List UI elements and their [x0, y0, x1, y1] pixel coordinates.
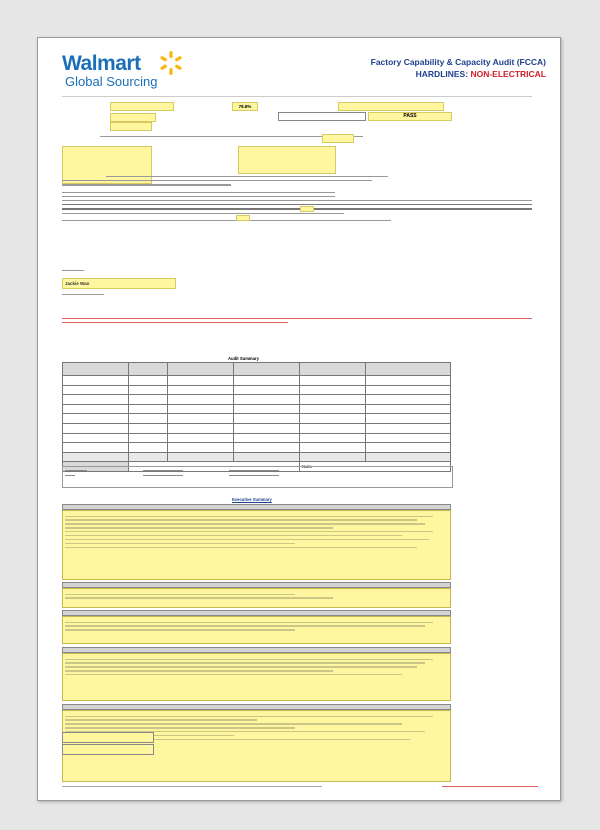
header-divider: [62, 96, 532, 97]
audit-id-field: [338, 102, 444, 111]
table-row: [63, 395, 451, 405]
non-electrical-label: NON-ELECTRICAL: [470, 69, 546, 79]
final-result-field: PASS: [368, 112, 452, 121]
factory-address-block-2: [238, 146, 336, 174]
report-title: Factory Capability & Capacity Audit (FCCA): [370, 57, 546, 67]
factory-name-field: [110, 102, 174, 111]
hardlines-label: HARDLINES:: [415, 69, 469, 79]
walmart-logo-text: Walmart: [62, 52, 141, 75]
signature-title-text: [62, 294, 104, 295]
subject-field: [110, 113, 156, 122]
audit-summary-title: Audit Summary: [228, 356, 259, 361]
date-field-2: [322, 134, 354, 143]
report-page: [37, 37, 561, 801]
table-row: [63, 433, 451, 443]
sincerely-text: [62, 270, 84, 271]
table-row: [63, 414, 451, 424]
footer-doc-id: [442, 786, 538, 787]
global-sourcing-text: Global Sourcing: [65, 74, 158, 89]
table-row: [63, 385, 451, 395]
section-body-capacity: [62, 616, 451, 644]
footer-note: [62, 786, 322, 787]
table-row: [63, 376, 451, 386]
table-row: [63, 443, 451, 453]
checkbox-field-2: [236, 215, 250, 221]
walmart-spark-icon: [158, 50, 184, 76]
section-body-capability: [62, 588, 451, 608]
section-body-quality-review: [62, 653, 451, 701]
intro-text: [62, 136, 532, 137]
signature-name-field: Jackie Wan: [62, 278, 176, 289]
audit-date-field: [110, 122, 152, 131]
issue-count-box-2: [62, 744, 154, 755]
rating-legend: [62, 466, 453, 488]
checkbox-field-1: [300, 206, 314, 212]
result-percent-field: 78.8%: [232, 102, 258, 111]
table-row: [63, 404, 451, 414]
issue-count-box-1: [62, 732, 154, 743]
section-body-basic-info: [62, 510, 451, 580]
red-disclaimer: [62, 318, 532, 323]
paragraph-lines-1: [62, 176, 532, 224]
report-subtitle: [416, 69, 546, 79]
table-total-row: [63, 452, 451, 462]
final-result-label-box: [278, 112, 366, 121]
executive-summary-title: Executive Summary: [232, 497, 272, 502]
audit-summary-table: [62, 362, 451, 472]
table-row: [63, 423, 451, 433]
overall-score: 78.8%: [299, 462, 450, 472]
